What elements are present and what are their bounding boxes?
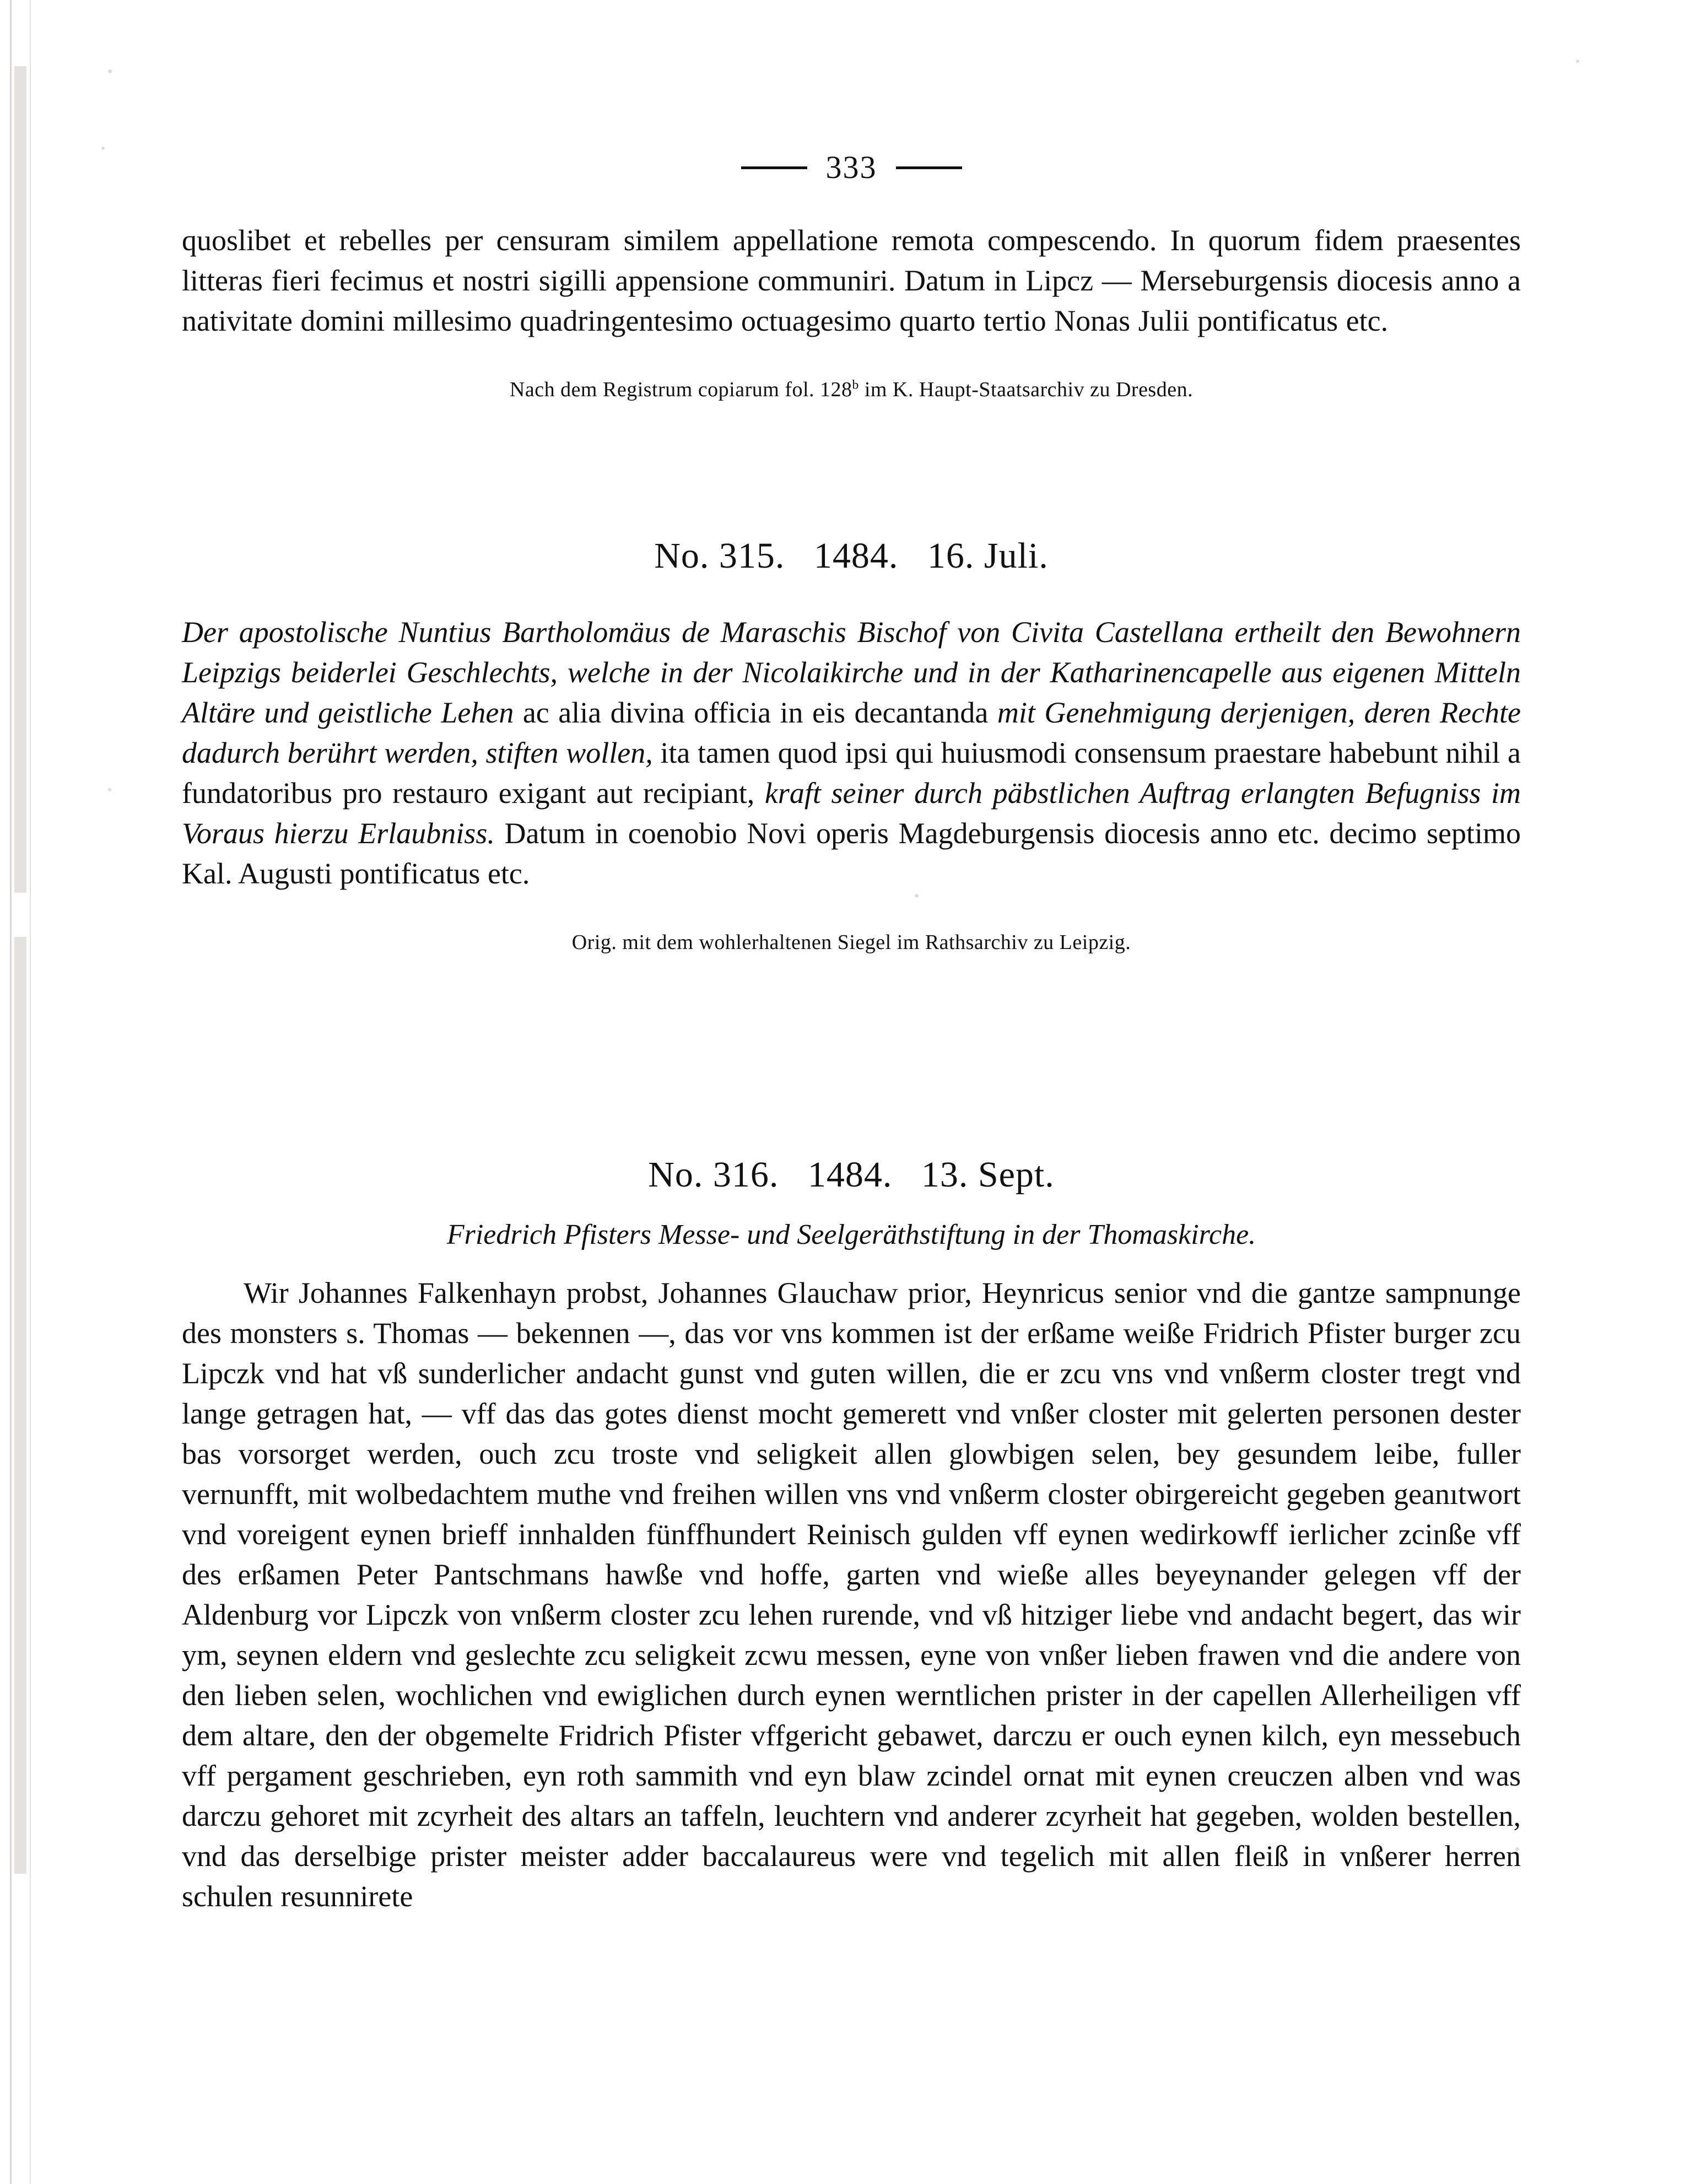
running-head-rule-right: [896, 166, 962, 169]
running-head: [182, 149, 1521, 186]
scan-speck: [101, 147, 105, 150]
regest-segment-roman: ac alia divina officia in eis decantanda: [522, 696, 997, 729]
spacer: [182, 1254, 1521, 1273]
source-note-suffix: im K. Haupt-Staatsarchiv zu Dresden.: [859, 378, 1194, 401]
page-number: 333: [825, 149, 877, 185]
spacer: [182, 957, 1521, 1087]
regest-segment-italic: Der apostolische Nuntius Bartholomäus de Maraschis Bischof von Civita Castellana ertheilt den Bewohnern Leipzigs beiderlei Geschlechts, welche in der Nicolaikirche und in der Katharinencapelle aus eigenen Mitteln Altäre und geistliche Lehen: [182, 616, 1521, 729]
continued-charter-body: quoslibet et rebelles per censuram similem appellatione remota compescendo. In quorum fidem praesentes litteras fieri fecimus et nostri sigilli appensione communiri. Datum in Lipcz — Merseburgensis diocesis anno a nativitate domini millesimo quadringentesimo octuagesimo quarto tertio Nonas Julii pontificatus etc.: [182, 224, 1521, 337]
spacer: [182, 578, 1521, 612]
spacer: [182, 1087, 1521, 1153]
scan-speck: [108, 788, 111, 791]
entry-316-subtitle: Friedrich Pfisters Messe- und Seelgeräthstiftung in der Thomaskirche.: [446, 1219, 1256, 1250]
scan-gutter-speckle-lower: [14, 937, 26, 1874]
spacer: [182, 1197, 1521, 1216]
spacer: [182, 404, 1521, 534]
scan-gutter-edge-inner: [30, 0, 31, 2184]
entry-316-body: Wir Johannes Falkenhayn probst, Johannes Glauchaw prior, Heynricus senior vnd die gantze sampnunge des monsters s. Thomas — bekennen —, das vor vns kommen ist der erßame weiße Fridrich Pfister burger zcu Lipczk vnd hat vß sunderlicher andacht gunst vnd guten willen, die er zcu vns vnd vnßerm closter tregt vnd lange getragen hat, — vff das das gotes dienst mocht gemerett vnd vnßer closter mit gelerten personen dester bas vorsorget werden, ouch zcu troste vnd seligkeit allen glowbigen selen, bey gesundem leibe, fuller vernunfft, mit wolbedachtem muthe vnd freihen willen vns vnd vnßerm closter obirgereicht gegeben geanıtwort vnd voreigent eynen brieff innhalden fünffhundert Reinisch gulden vff eynen wedirkowff ierlicher zcinße vff des erßamen Peter Pantschmans hawße vnd hoffe, garten vnd wieße alles beyeynander gelegen vff der Aldenburg vor Lipczk von vnßerm closter zcu lehen rurende, vnd vß hitziger liebe vnd andacht begert, das wir ym, seynen eldern vnd geslechte zcu seligkeit zcwu messen, eyne von vnßer lieben frawen vnd die andere von den lieben selen, wochlichen vnd ewiglichen durch eynen werntlichen prister in der capellen Allerheiligen vff dem altare, den der obgemelte Fridrich Pfister vffgericht gebawet, darczu er ouch eynen kilch, eyn messebuch vff pergament geschrieben, eyn roth sammith vnd eyn blaw zcindel ornat mit eynen creuczen alben vnd was darczu gehoret mit zcyrheit des altars an taffeln, leuchtern vnd anderer zcyrheit hat gegeben, wolden bestellen, vnd das derselbige prister meister adder baccalaureus were vnd tegelich mit allen fleiß in vnßerer herren schulen resunnirete: [182, 1276, 1521, 1913]
spacer: [182, 894, 1521, 928]
scan-gutter-speckle-upper: [14, 66, 26, 893]
scan-speck: [108, 69, 112, 73]
scan-gutter-edge-outer: [10, 0, 12, 2184]
continued-charter-source-note: [182, 375, 1521, 404]
entry-316-heading: No. 316. 1484. 13. Sept.: [648, 1155, 1055, 1195]
entry-315-heading: No. 315. 1484. 16. Juli.: [654, 536, 1049, 576]
text-column: [182, 220, 1521, 1917]
regest-segment-roman: ita tamen quod ipsi qui huiusmodi consensum praestare habebunt nihil a fundatoribus pro restauro exigant aut recipiant,: [182, 736, 1521, 810]
scan-speck: [1576, 60, 1579, 63]
regest-segment-roman: Datum in coenobio Novi operis Magdeburgensis diocesis anno etc. decimo septimo Kal. Augusti pontificatus etc.: [182, 817, 1521, 890]
regest-segment-italic: mit Genehmigung derjenigen, deren Rechte dadurch berührt werden, stiften wollen,: [182, 696, 1521, 769]
entry-315-regest: [182, 612, 1521, 894]
source-note-superscript: b: [852, 378, 859, 392]
source-note-prefix: Nach dem Registrum copiarum fol. 128: [509, 378, 852, 401]
spacer: [182, 341, 1521, 375]
entry-315-source-note: Orig. mit dem wohlerhaltenen Siegel im Rathsarchiv zu Leipzig.: [571, 931, 1131, 954]
running-head-rule-left: [741, 166, 807, 169]
regest-segment-italic: kraft seiner durch päbstlichen Auftrag erlangten Befugniss im Voraus hierzu Erlaubniss.: [182, 776, 1521, 850]
